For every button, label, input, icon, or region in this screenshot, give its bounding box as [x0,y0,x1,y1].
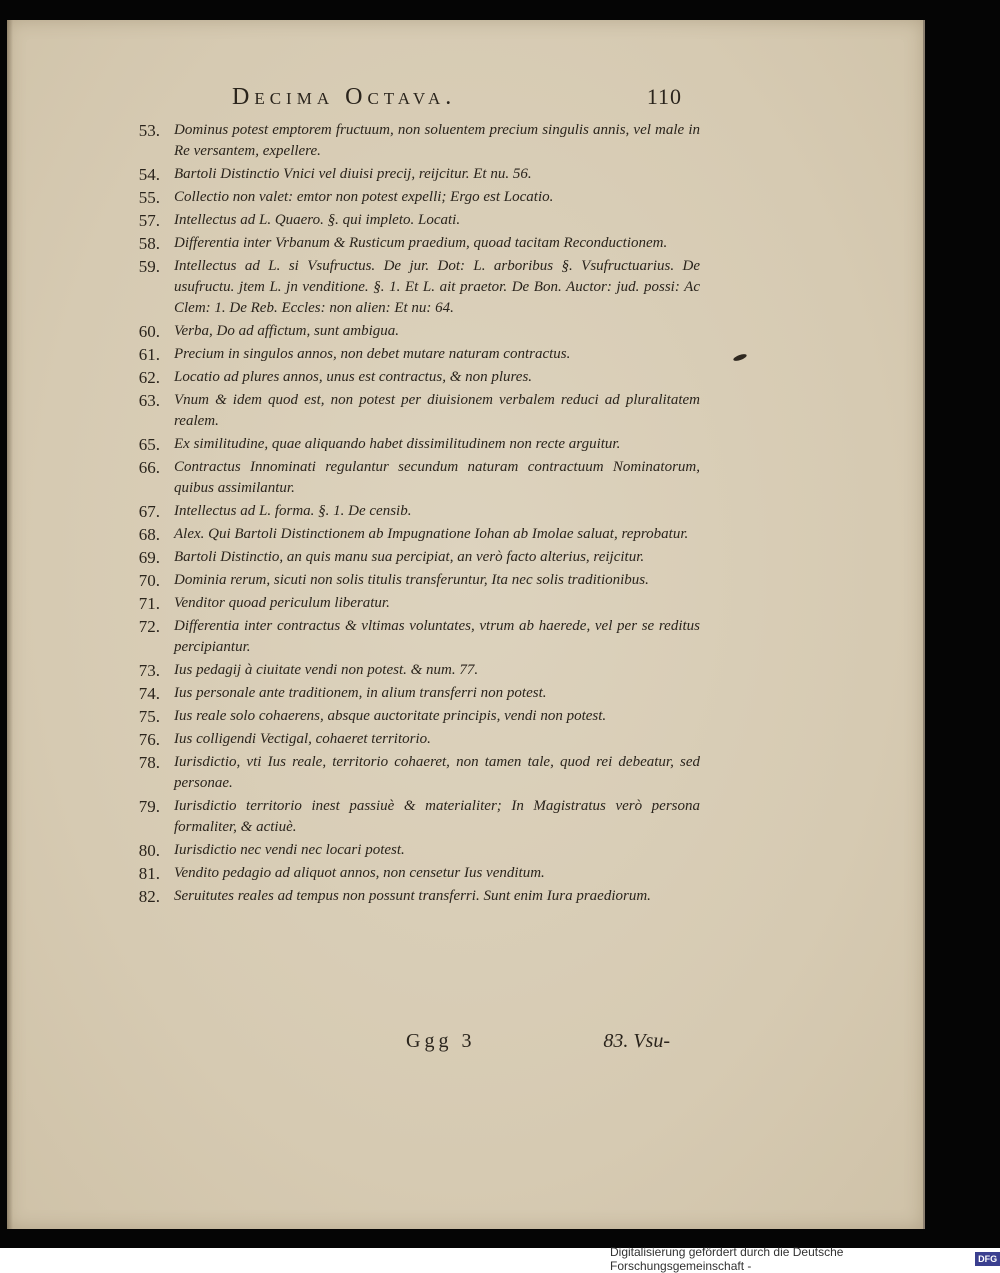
digitization-credit [610,1245,1000,1273]
list-item [100,321,700,342]
dfg-logo-icon: DFG [975,1252,1000,1266]
entry-number: 76. [138,730,160,749]
catchword: 83. Vsu- [603,1030,670,1052]
entry-number: 74. [138,684,160,703]
entry-number: 55. [138,188,160,207]
list-item [100,796,700,838]
entry-number: 62. [138,368,160,387]
entry-text: Bartoli Distinctio, an quis manu sua percipiat, an verò facto alterius, reijcitur. [174,549,645,565]
signature-mark: Ggg 3 [406,1030,476,1052]
list-item [100,863,700,884]
entry-text: Ius pedagij à ciuitate vendi non potest. & num. 77. [174,662,479,678]
list-item [100,706,700,727]
entry-number: 61. [138,345,160,364]
entry-text: Venditor quoad periculum liberatur. [174,595,390,611]
entry-number: 80. [138,841,160,860]
list-item [100,524,700,545]
entry-number: 71. [138,594,160,613]
entry-text: Iurisdictio territorio inest passiuè & materialiter; In Magistratus verò persona formaliter, & actiuè. [174,798,700,835]
entry-number: 69. [138,548,160,567]
list-item [100,210,700,231]
entry-text: Contractus Innominati regulantur secundum naturam contractuum Nominatorum, quibus assimilantur. [174,459,700,496]
entry-number: 67. [138,502,160,521]
page-edge [923,20,925,1229]
list-item [100,164,700,185]
list-item [100,660,700,681]
entry-text: Ex similitudine, quae aliquando habet dissimilitudinem non recte arguitur. [174,436,621,452]
list-item [100,434,700,455]
entry-text: Ius colligendi Vectigal, cohaeret territorio. [174,731,431,747]
list-item [100,344,700,365]
list-item [100,616,700,658]
entry-text: Collectio non valet: emtor non potest expelli; Ergo est Locatio. [174,189,554,205]
list-item [100,457,700,499]
page-footer [100,1030,670,1058]
list-item [100,570,700,591]
entry-text: Ius reale solo cohaerens, absque auctoritate principis, vendi non potest. [174,708,607,724]
entry-text: Seruitutes reales ad tempus non possunt transferri. Sunt enim Iura praediorum. [174,888,651,904]
entry-text: Differentia inter Vrbanum & Rusticum praedium, quoad tacitam Reconductionem. [174,235,668,251]
running-header [232,84,682,114]
list-item [100,729,700,750]
list-item [100,752,700,794]
list-item [100,683,700,704]
entry-number: 54. [138,165,160,184]
list-item [100,187,700,208]
summary-list [100,120,700,907]
list-item [100,367,700,388]
entry-text: Vendito pedagio ad aliquot annos, non censetur Ius venditum. [174,865,545,881]
entry-number: 79. [138,797,160,816]
list-item [100,390,700,432]
entry-number: 68. [138,525,160,544]
entry-number: 63. [138,391,160,410]
entry-number: 53. [138,121,160,140]
entry-text: Precium in singulos annos, non debet mutare naturam contractus. [174,346,571,362]
entry-text: Iurisdictio, vti Ius reale, territorio cohaeret, non tamen tale, quod rei debeatur, sed personae. [174,754,700,791]
list-item [100,501,700,522]
entry-text: Intellectus ad L. si Vsufructus. De jur. Dot: L. arboribus §. Vsufructuarius. De usufructu. jtem L. jn venditione. §. 1. Et L. ait praetor. De Bon. Auctor: jud. possi: Ac Clem: 1. De Reb. Eccles: non alien: Et nu: 64. [174,258,700,316]
entry-text: Verba, Do ad affictum, sunt ambigua. [174,323,399,339]
entry-number: 70. [138,571,160,590]
page-number: 110 [646,84,682,109]
credit-text: Digitalisierung gefördert durch die Deutsche Forschungsgemeinschaft - [610,1245,844,1273]
entry-text: Iurisdictio nec vendi nec locari potest. [174,842,405,858]
entry-number: 75. [138,707,160,726]
entry-text: Dominus potest emptorem fructuum, non soluentem precium singulis annis, vel male in Re versantem, expellere. [174,122,700,159]
list-item [100,120,700,162]
ink-blot [733,353,748,362]
entry-text: Alex. Qui Bartoli Distinctionem ab Impugnatione Iohan ab Imolae saluat, reprobatur. [174,526,689,542]
entry-text: Dominia rerum, sicuti non solis titulis transferuntur, Ita nec solis traditionibus. [174,572,649,588]
entry-text: Vnum & idem quod est, non potest per diuisionem verbalem reduci ad pluralitatem realem. [174,392,700,429]
entry-number: 59. [138,257,160,276]
entry-text: Intellectus ad L. forma. §. 1. De censib. [174,503,412,519]
list-item [100,593,700,614]
entry-number: 82. [138,887,160,906]
list-item [100,886,700,907]
running-title: Decima Octava. [232,84,457,110]
entry-number: 57. [138,211,160,230]
entry-number: 58. [138,234,160,253]
entry-text: Differentia inter contractus & vltimas voluntates, vtrum ab haerede, vel per se reditus percipiantur. [174,618,700,655]
entry-text: Locatio ad plures annos, unus est contractus, & non plures. [174,369,533,385]
entry-number: 72. [138,617,160,636]
entry-text: Intellectus ad L. Quaero. §. qui impleto. Locati. [174,212,461,228]
list-item [100,840,700,861]
entry-number: 65. [138,435,160,454]
entry-text: Ius personale ante traditionem, in alium transferri non potest. [174,685,547,701]
entry-number: 81. [138,864,160,883]
entry-number: 60. [138,322,160,341]
list-item [100,256,700,319]
entry-number: 78. [138,753,160,772]
list-item [100,233,700,254]
entry-text: Bartoli Distinctio Vnici vel diuisi precij, reijcitur. Et nu. 56. [174,166,532,182]
entry-number: 73. [138,661,160,680]
entry-number: 66. [138,458,160,477]
list-item [100,547,700,568]
